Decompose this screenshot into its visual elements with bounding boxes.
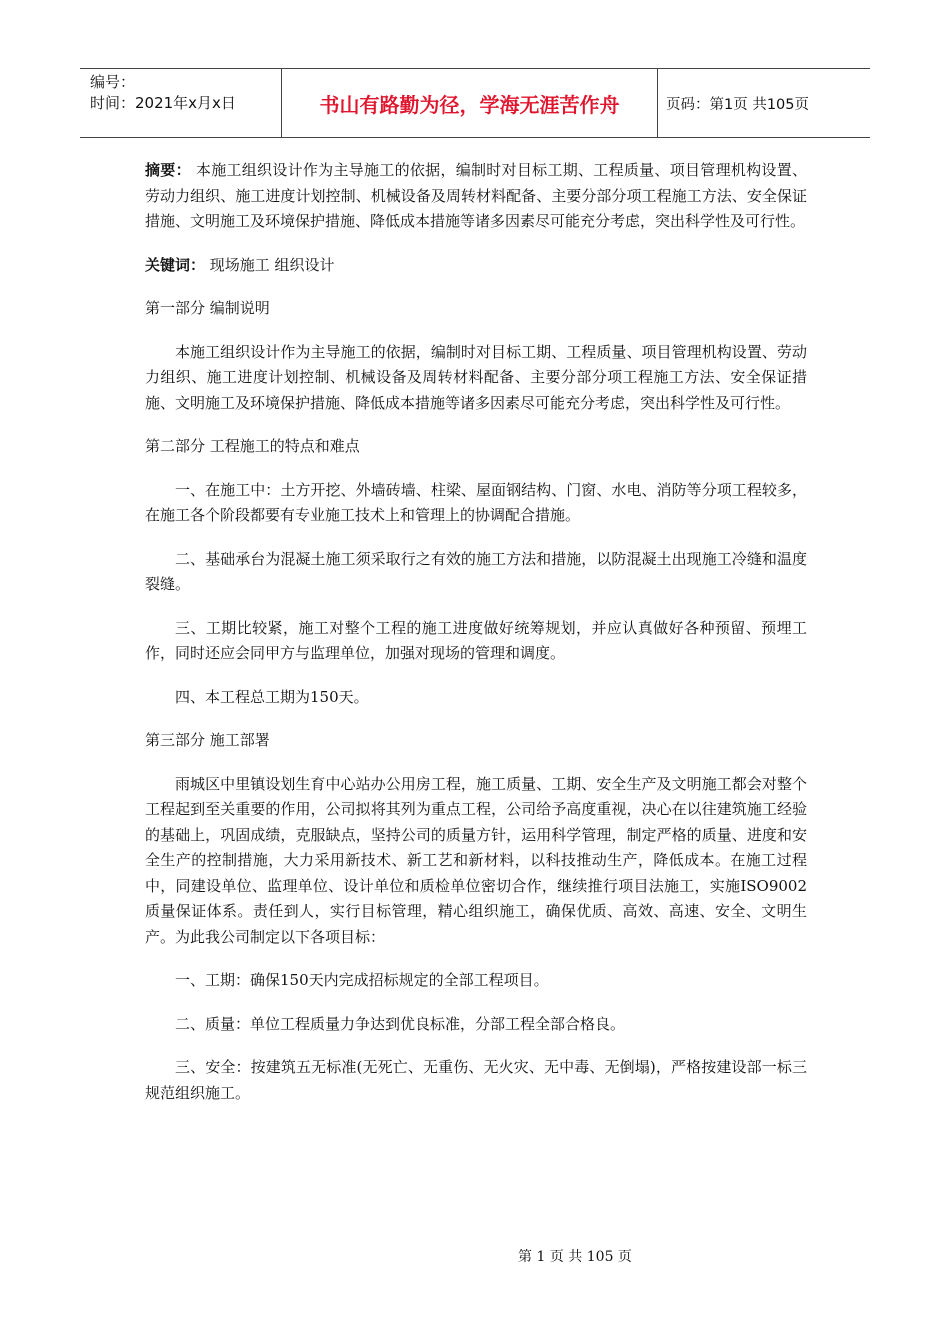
header-page-info: 页码：第1页 共105页 bbox=[666, 96, 810, 113]
doc-code-label: 编号： bbox=[90, 73, 136, 91]
footer-page-number: 第 1 页 共 105 页 bbox=[518, 1249, 632, 1265]
keywords-text: 现场施工 组织设计 bbox=[205, 255, 335, 274]
header-motto: 书山有路勤为径，学海无涯苦作舟 bbox=[282, 69, 658, 137]
keywords-paragraph bbox=[145, 253, 807, 279]
section-3-paragraph: 一、工期：确保150天内完成招标规定的全部工程项目。 bbox=[175, 971, 549, 989]
section-3-paragraph: 二、质量：单位工程质量力争达到优良标准，分部工程全部合格良。 bbox=[175, 1014, 626, 1033]
keywords-label: 关键词： bbox=[145, 255, 206, 274]
doc-date: 时间：2021年x月x日 bbox=[90, 94, 236, 112]
section-2-paragraph: 二、基础承台为混凝土施工须采取行之有效的施工方法和措施，以防混凝土出现施工冷缝和温度裂缝。 bbox=[145, 549, 807, 593]
document-body bbox=[145, 158, 807, 1124]
section-1-paragraph: 本施工组织设计作为主导施工的依据，编制时对目标工期、工程质量、项目管理机构设置、劳动力组织、施工进度计划控制、机械设备及周转材料配备、主要分部分项工程施工方法、安全保证措施、文明施工及环境保护措施、降低成本措施等诸多因素尽可能充分考虑，突出科学性及可行性。 bbox=[145, 342, 807, 412]
abstract-paragraph bbox=[145, 158, 807, 235]
section-3-paragraph: 三、安全：按建筑五无标准(无死亡、无重伤、无火灾、无中毒、无倒塌)，严格按建设部一标三规范组织施工。 bbox=[145, 1058, 807, 1102]
section-3-paragraph: 雨城区中里镇设划生育中心站办公用房工程，施工质量、工期、安全生产及文明施工都会对整个工程起到至关重要的作用，公司拟将其列为重点工程，公司给予高度重视，决心在以往建筑施工经验的基础上，巩固成绩，克服缺点，坚持公司的质量方针，运用科学管理，制定严格的质量、进度和安全生产的控制措施，大力采用新技术、新工艺和新材料，以科技推动生产，降低成本。在施工过程中，同建设单位、监理单位、设计单位和质检单位密切合作，继续推行项目法施工，实施ISO9002质量保证体系。责任到人，实行目标管理，精心组织施工，确保优质、高效、高速、安全、文明生产。为此我公司制定以下各项目标： bbox=[145, 774, 807, 946]
abstract-label: 摘要： bbox=[145, 161, 191, 179]
section-3-title: 第三部分 施工部署 bbox=[145, 731, 270, 749]
section-2-paragraph: 四、本工程总工期为150天。 bbox=[175, 687, 369, 706]
abstract-text: 本施工组织设计作为主导施工的依据，编制时对目标工期、工程质量、项目管理机构设置、劳动力组织、施工进度计划控制、机械设备及周转材料配备、主要分部分项工程施工方法、安全保证措施、文明施工及环境保护措施、降低成本措施等诸多因素尽可能充分考虑，突出科学性及可行性。 bbox=[145, 161, 807, 230]
page-footer bbox=[0, 1246, 950, 1266]
section-2-title: 第二部分 工程施工的特点和难点 bbox=[145, 437, 360, 455]
section-2-paragraph: 三、工期比较紧，施工对整个工程的施工进度做好统筹规划，并应认真做好各种预留、预埋工作，同时还应会同甲方与监理单位，加强对现场的管理和调度。 bbox=[145, 618, 807, 662]
header-meta bbox=[80, 69, 282, 137]
section-2-paragraph: 一、在施工中：土方开挖、外墙砖墙、柱梁、屋面钢结构、门窗、水电、消防等分项工程较多，在施工各个阶段都要有专业施工技术上和管理上的协调配合措施。 bbox=[145, 480, 807, 524]
section-1-title: 第一部分 编制说明 bbox=[145, 299, 270, 317]
page-header bbox=[80, 68, 870, 138]
